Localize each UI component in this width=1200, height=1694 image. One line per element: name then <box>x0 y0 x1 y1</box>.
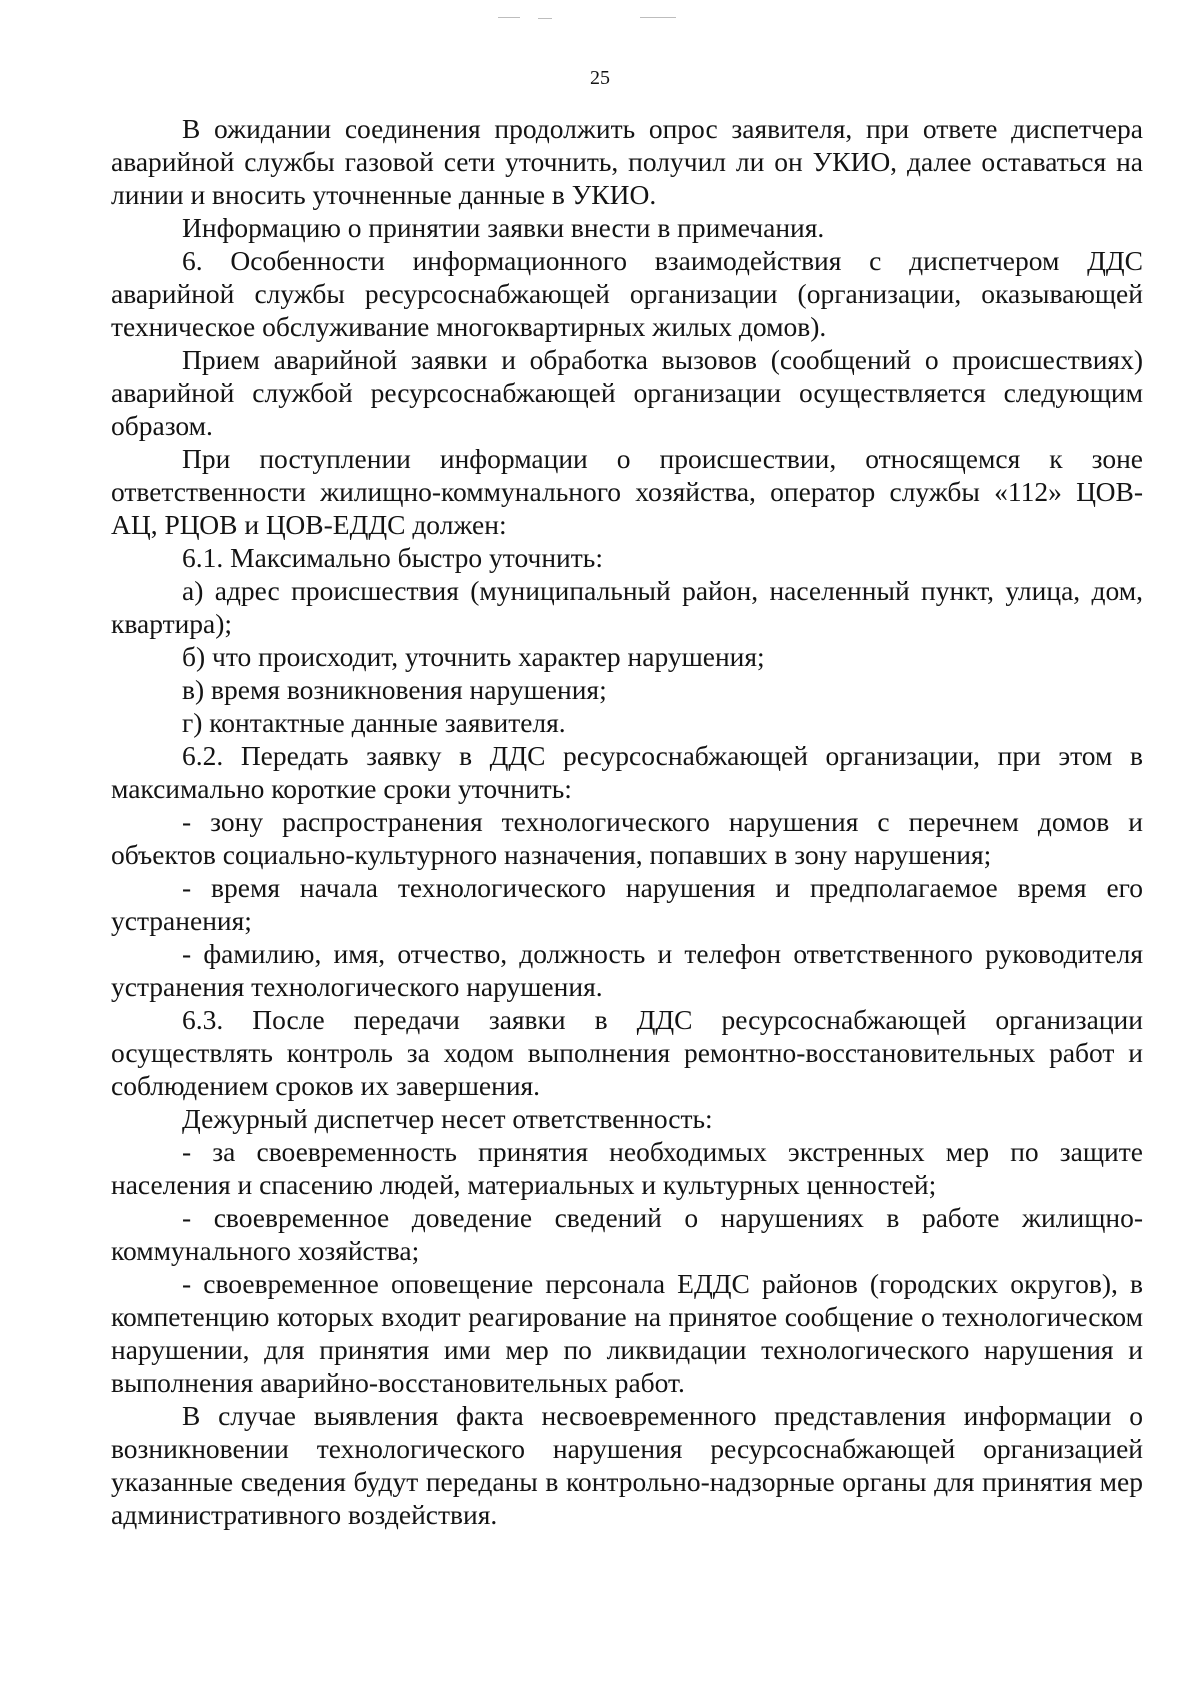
document-body <box>111 112 1143 1531</box>
paragraph: 6.3. После передачи заявки в ДДС ресурсоснабжающей организации осуществлять контроль за ходом выполнения ремонтно-восстановительных работ и соблюдением сроков их завершения. <box>111 1004 1143 1101</box>
paragraph: 6.2. Передать заявку в ДДС ресурсоснабжающей организации, при этом в максимально короткие сроки уточнить: <box>111 740 1143 804</box>
list-item: - фамилию, имя, отчество, должность и телефон ответственного руководителя устранения технологического нарушения. <box>111 938 1143 1002</box>
list-item: а) адрес происшествия (муниципальный район, населенный пункт, улица, дом, квартира); <box>111 575 1143 639</box>
subsection-heading: 6.1. Максимально быстро уточнить: <box>182 542 603 573</box>
list-item: - зону распространения технологического нарушения с перечнем домов и объектов социально-культурного назначения, попавших в зону нарушения; <box>111 806 1143 870</box>
paragraph: Информацию о принятии заявки внести в примечания. <box>182 212 825 243</box>
list-item: - время начала технологического нарушения и предполагаемое время его устранения; <box>111 872 1143 936</box>
list-item: г) контактные данные заявителя. <box>182 707 566 738</box>
paragraph: В случае выявления факта несвоевременного представления информации о возникновении технологического нарушения ресурсоснабжающей организацией указанные сведения будут переданы в контрольно-надзорные органы для принятия мер административного воздействия. <box>111 1400 1143 1530</box>
list-item: в) время возникновения нарушения; <box>182 674 607 705</box>
paragraph: При поступлении информации о происшествии, относящемся к зоне ответственности жилищно-коммунального хозяйства, оператор службы «112» ЦОВ-АЦ, РЦОВ и ЦОВ-ЕДДС должен: <box>111 443 1143 540</box>
paragraph: Дежурный диспетчер несет ответственность: <box>182 1103 713 1134</box>
scan-artifact <box>640 17 676 18</box>
list-item: - своевременное доведение сведений о нарушениях в работе жилищно-коммунального хозяйства; <box>111 1202 1143 1266</box>
paragraph: Прием аварийной заявки и обработка вызовов (сообщений о происшествиях) аварийной службой ресурсоснабжающей организации осуществляется следующим образом. <box>111 344 1143 441</box>
list-item: - своевременное оповещение персонала ЕДДС районов (городских округов), в компетенцию которых входит реагирование на принятое сообщение о технологическом нарушении, для принятия ими мер по ликвидации технологического нарушения и выполнения аварийно-восстановительных работ. <box>111 1268 1143 1398</box>
page-number: 25 <box>590 67 610 89</box>
list-item: - за своевременность принятия необходимых экстренных мер по защите населения и спасению людей, материальных и культурных ценностей; <box>111 1136 1143 1200</box>
list-item: б) что происходит, уточнить характер нарушения; <box>182 641 765 672</box>
section-heading: 6. Особенности информационного взаимодействия с диспетчером ДДС аварийной службы ресурсоснабжающей организации (организации, оказывающей техническое обслуживание многоквартирных жилых домов). <box>111 245 1143 342</box>
paragraph: В ожидании соединения продолжить опрос заявителя, при ответе диспетчера аварийной службы газовой сети уточнить, получил ли он УКИО, далее оставаться на линии и вносить уточненные данные в УКИО. <box>111 113 1143 210</box>
scan-artifact <box>498 17 520 18</box>
scan-artifact <box>538 18 552 19</box>
